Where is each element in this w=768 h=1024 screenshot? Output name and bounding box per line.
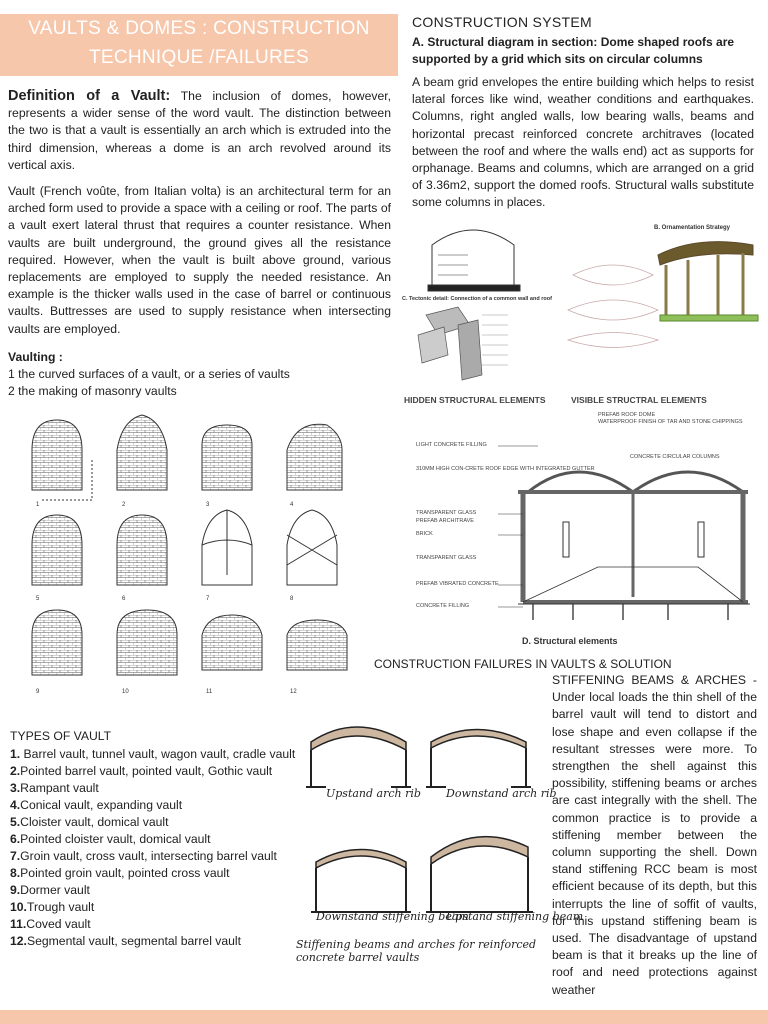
definition-text: The inclusion of domes, however, represents a wider sense of the word vault. The distinction between the two is that a vault is essentially an arch which is extruded into the third dimension, whereas a dome is an arch revolved around its vertical axis. [8, 89, 392, 172]
list-item: 12.Segmental vault, segmental barrel vault [10, 934, 242, 948]
list-item: 7.Groin vault, cross vault, intersecting barrel vault [10, 849, 277, 863]
vault-description: Vault (French voûte, from Italian volta) is an architectural term for an arched form used to provide a space with a ceiling or roof. The parts of a vault exert lateral thrust that requires a counter resistance. When vaults are built underground, the ground gives all the resistance required. However, when the vault is built above ground, various replacements are employed to supply the needed resistance. An example is the thicker walls used in the case of barrel or continuous vaults. Buttresses are used to supply resistance when intersecting vaults are employed. [8, 184, 391, 336]
list-item: 1. Barrel vault, tunnel vault, wagon vault, cradle vault [10, 747, 296, 761]
figure-b-caption: B. Ornamentation Strategy [654, 225, 731, 231]
visible-elements-heading: VISIBLE STRUCTRAL ELEMENTS [571, 395, 707, 405]
page-title: VAULTS & DOMES : CONSTRUCTION TECHNIQUE /FAILURES [0, 14, 398, 76]
vaulting-section [8, 349, 391, 400]
label-waterproof-finish: WATERPROOF FINISH OF TAR AND STONE CHIPPINGS [598, 419, 743, 425]
types-heading: TYPES OF VAULT [10, 729, 112, 743]
sketch-label-upstand-beam: Upstand stiffening beam [446, 910, 584, 923]
label-left: PREFAB VIBRATED CONCRETE [416, 581, 499, 587]
grid-number: 9 [36, 689, 40, 695]
grid-number: 6 [122, 596, 126, 602]
grid-number: 3 [206, 502, 210, 508]
label-left: 310MM HIGH CON-CRETE ROOF EDGE WITH INTEGRATED GUTTER [416, 466, 595, 472]
hidden-elements-heading: HIDDEN STRUCTURAL ELEMENTS [404, 395, 546, 405]
figure-d-caption: D. Structural elements [522, 636, 618, 646]
label-circular-columns: CONCRETE CIRCULAR COLUMNS [630, 454, 720, 460]
figure-c-caption: C. Tectonic detail: Connection of a common wall and roof [402, 296, 552, 302]
list-item: 5.Cloister vault, domical vault [10, 815, 169, 829]
grid-number: 11 [206, 689, 213, 695]
list-item: 3.Rampant vault [10, 781, 99, 795]
label-left: TRANSPARENT GLASS [416, 555, 477, 561]
failures-text: STIFFENING BEAMS & ARCHES - Under local loads the thin shell of the barrel vault will tend to distort and lose shape and even collapse if the resultant stresses were more. To strengthen the shell against this possibility, stiffening beams or arches are cast integrally with the shell. The common practice is to provide a stiffening member between the column supporting the shell. Down stand stiffening RCC beam is most efficient because of its depth, but this interrupts the line of soffit of vaults, for this upstand stiffening beam is used. The disadvantage of upstand beam is that it breaks up the line of roof and need protections against weather [552, 673, 757, 997]
label-left: PREFAB ARCHITRAVE [416, 518, 474, 524]
list-item: 10.Trough vault [10, 900, 95, 914]
vaulting-item: 2 the making of masonry vaults [8, 384, 177, 398]
list-item: 9.Dormer vault [10, 883, 90, 897]
list-item: 8.Pointed groin vault, pointed cross vault [10, 866, 230, 880]
list-item: 11.Coved vault [10, 917, 91, 931]
label-left: BRICK [416, 531, 433, 537]
grid-number: 1 [36, 502, 40, 508]
label-left: LIGHT CONCRETE FILLING [416, 442, 487, 448]
footer-bar [0, 1010, 768, 1024]
label-left: TRANSPARENT GLASS [416, 510, 477, 516]
list-item: 6.Pointed cloister vault, domical vault [10, 832, 211, 846]
construction-system-heading: CONSTRUCTION SYSTEM [412, 14, 592, 30]
grid-number: 5 [36, 596, 40, 602]
definition-paragraph [8, 88, 391, 174]
grid-number: 10 [122, 689, 129, 695]
list-item: 4.Conical vault, expanding vault [10, 798, 183, 812]
sketch-caption: Stiffening beams and arches for reinforced concrete barrel vaults [296, 938, 537, 964]
structural-elements-diagram [398, 392, 766, 648]
types-list [10, 746, 300, 950]
construction-system-subheading: A. Structural diagram in section: Dome shaped roofs are supported by a grid which sits on circular columns [412, 35, 735, 66]
list-item: 2.Pointed barrel vault, pointed vault, Gothic vault [10, 764, 273, 778]
sketch-label-downstand-beam: Downstand stiffening beam [316, 910, 469, 923]
types-of-vault [10, 728, 300, 950]
sketch-label-downstand-arch: Downstand arch rib [446, 787, 557, 800]
vault-types-grid [22, 410, 372, 700]
grid-number: 7 [206, 596, 210, 602]
grid-number: 12 [290, 689, 297, 695]
construction-system-paragraph: A beam grid envelopes the entire building which helps to resist lateral forces like wind, weather conditions and earthquakes. Columns, right angled walls, low bearing walls, beams and horizontal precast reinforced concrete architraves (located between the roof and where the walls end) act as supports for orphanage. Beams and columns, which are arranged on a grid of 3.36m2, support the domed roofs. Structural walls substitute some columns in places. [412, 75, 754, 210]
label-roof-dome: PREFAB ROOF DOME [598, 412, 656, 418]
grid-number: 2 [122, 502, 126, 508]
failures-heading: CONSTRUCTION FAILURES IN VAULTS & SOLUTION [374, 657, 672, 671]
grid-number: 4 [290, 502, 294, 508]
structural-diagram-collage [398, 215, 764, 385]
label-left: CONCRETE FILLING [416, 603, 470, 609]
sketch-label-upstand-arch: Upstand arch rib [326, 787, 421, 800]
stiffening-sketch [296, 712, 584, 974]
definition-heading: Definition of a Vault: [8, 88, 171, 104]
grid-number: 8 [290, 596, 294, 602]
vaulting-item: 1 the curved surfaces of a vault, or a series of vaults [8, 367, 290, 381]
vaulting-heading: Vaulting : [8, 350, 63, 364]
